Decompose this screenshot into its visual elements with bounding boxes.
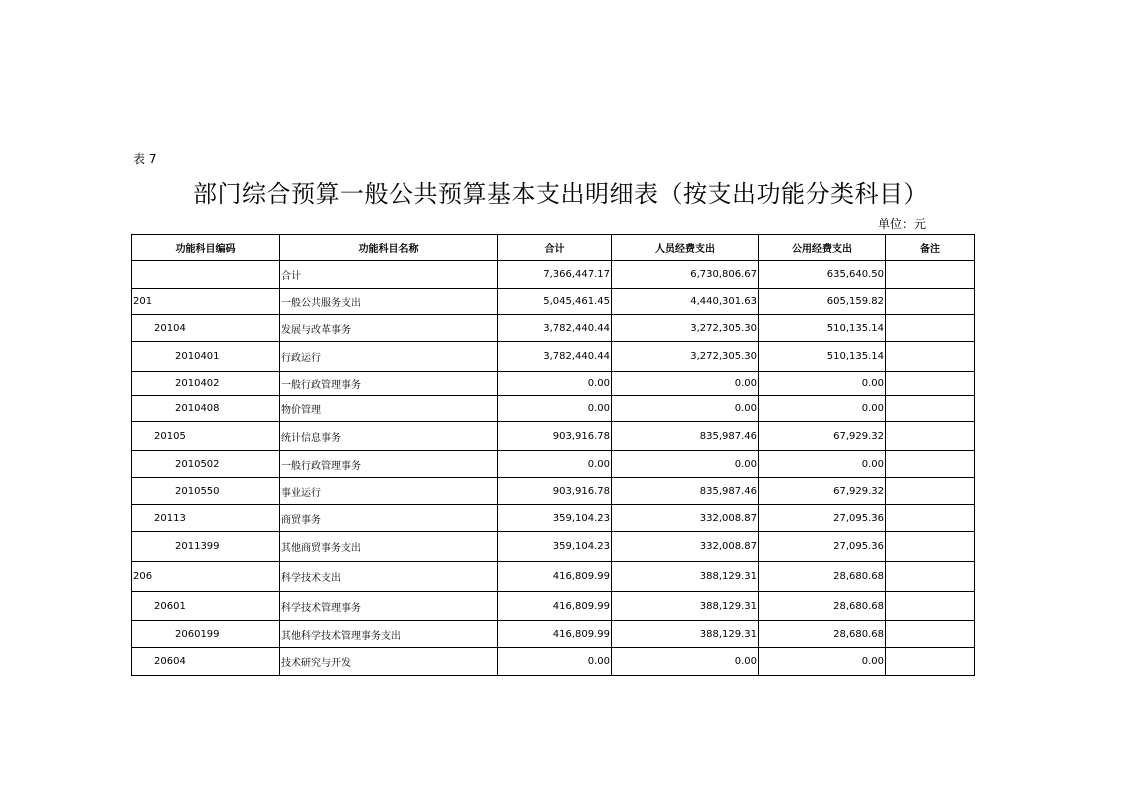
personnel-cell: 388,129.31 [612,562,759,592]
code-cell: 201 [132,289,280,315]
public-cell: 0.00 [759,396,886,422]
total-cell: 7,366,447.17 [498,261,612,289]
personnel-cell: 0.00 [612,396,759,422]
personnel-cell: 835,987.46 [612,478,759,505]
public-cell: 605,159.82 [759,289,886,315]
note-cell [886,478,975,505]
table-row [132,342,975,372]
total-cell: 903,916.78 [498,478,612,505]
personnel-cell: 4,440,301.63 [612,289,759,315]
unit-label: 单位：元 [878,217,927,231]
name-cell: 事业运行 [280,478,498,505]
table-body [132,261,975,676]
note-cell [886,562,975,592]
name-cell: 统计信息事务 [280,422,498,451]
total-cell: 903,916.78 [498,422,612,451]
public-cell: 28,680.68 [759,621,886,648]
note-cell [886,372,975,396]
total-cell: 416,809.99 [498,592,612,621]
public-cell: 510,135.14 [759,342,886,372]
personnel-cell: 0.00 [612,648,759,676]
total-cell: 416,809.99 [498,621,612,648]
code-cell: 2010402 [132,372,280,396]
table-row [132,422,975,451]
total-cell: 3,782,440.44 [498,315,612,342]
personnel-cell: 3,272,305.30 [612,342,759,372]
public-cell: 0.00 [759,372,886,396]
name-cell: 商贸事务 [280,505,498,532]
name-cell: 科学技术支出 [280,562,498,592]
public-cell: 27,095.36 [759,505,886,532]
table-row [132,315,975,342]
column-header-name: 功能科目名称 [280,235,498,261]
personnel-cell: 388,129.31 [612,592,759,621]
personnel-cell: 0.00 [612,451,759,478]
name-cell: 行政运行 [280,342,498,372]
name-cell: 技术研究与开发 [280,648,498,676]
code-cell [132,261,280,289]
table-row [132,396,975,422]
name-cell: 科学技术管理事务 [280,592,498,621]
public-cell: 28,680.68 [759,562,886,592]
code-cell: 20604 [132,648,280,676]
table-row [132,562,975,592]
note-cell [886,621,975,648]
name-cell: 一般行政管理事务 [280,451,498,478]
table-header-row [132,235,975,261]
total-cell: 3,782,440.44 [498,342,612,372]
code-cell: 2011399 [132,532,280,562]
name-cell: 物价管理 [280,396,498,422]
note-cell [886,422,975,451]
public-cell: 28,680.68 [759,592,886,621]
total-cell: 0.00 [498,372,612,396]
personnel-cell: 388,129.31 [612,621,759,648]
public-cell: 27,095.36 [759,532,886,562]
table-row [132,621,975,648]
public-cell: 510,135.14 [759,315,886,342]
table-row [132,289,975,315]
budget-table [131,234,975,676]
note-cell [886,592,975,621]
code-cell: 20104 [132,315,280,342]
column-header-public: 公用经费支出 [759,235,886,261]
personnel-cell: 0.00 [612,372,759,396]
table-row [132,451,975,478]
note-cell [886,261,975,289]
public-cell: 67,929.32 [759,422,886,451]
note-cell [886,505,975,532]
name-cell: 一般行政管理事务 [280,372,498,396]
code-cell: 2060199 [132,621,280,648]
personnel-cell: 3,272,305.30 [612,315,759,342]
total-cell: 0.00 [498,648,612,676]
note-cell [886,532,975,562]
personnel-cell: 6,730,806.67 [612,261,759,289]
total-cell: 0.00 [498,451,612,478]
table-row [132,532,975,562]
name-cell: 其他科学技术管理事务支出 [280,621,498,648]
personnel-cell: 332,008.87 [612,505,759,532]
table-row [132,592,975,621]
table-row [132,505,975,532]
total-cell: 359,104.23 [498,532,612,562]
table-row [132,372,975,396]
table-row [132,648,975,676]
column-header-personnel: 人员经费支出 [612,235,759,261]
column-header-total: 合计 [498,235,612,261]
code-cell: 206 [132,562,280,592]
public-cell: 0.00 [759,648,886,676]
total-cell: 5,045,461.45 [498,289,612,315]
name-cell: 其他商贸事务支出 [280,532,498,562]
table-row [132,261,975,289]
note-cell [886,648,975,676]
column-header-note: 备注 [886,235,975,261]
public-cell: 67,929.32 [759,478,886,505]
table-row [132,478,975,505]
note-cell [886,315,975,342]
public-cell: 635,640.50 [759,261,886,289]
personnel-cell: 332,008.87 [612,532,759,562]
table-label: 表 7 [133,152,157,166]
name-cell: 发展与改革事务 [280,315,498,342]
note-cell [886,451,975,478]
total-cell: 359,104.23 [498,505,612,532]
name-cell: 合计 [280,261,498,289]
code-cell: 20601 [132,592,280,621]
code-cell: 2010408 [132,396,280,422]
total-cell: 416,809.99 [498,562,612,592]
code-cell: 2010401 [132,342,280,372]
code-cell: 2010550 [132,478,280,505]
note-cell [886,289,975,315]
code-cell: 20113 [132,505,280,532]
note-cell [886,342,975,372]
total-cell: 0.00 [498,396,612,422]
page-title: 部门综合预算一般公共预算基本支出明细表（按支出功能分类科目） [193,180,928,208]
public-cell: 0.00 [759,451,886,478]
name-cell: 一般公共服务支出 [280,289,498,315]
note-cell [886,396,975,422]
personnel-cell: 835,987.46 [612,422,759,451]
code-cell: 2010502 [132,451,280,478]
column-header-code: 功能科目编码 [132,235,280,261]
code-cell: 20105 [132,422,280,451]
